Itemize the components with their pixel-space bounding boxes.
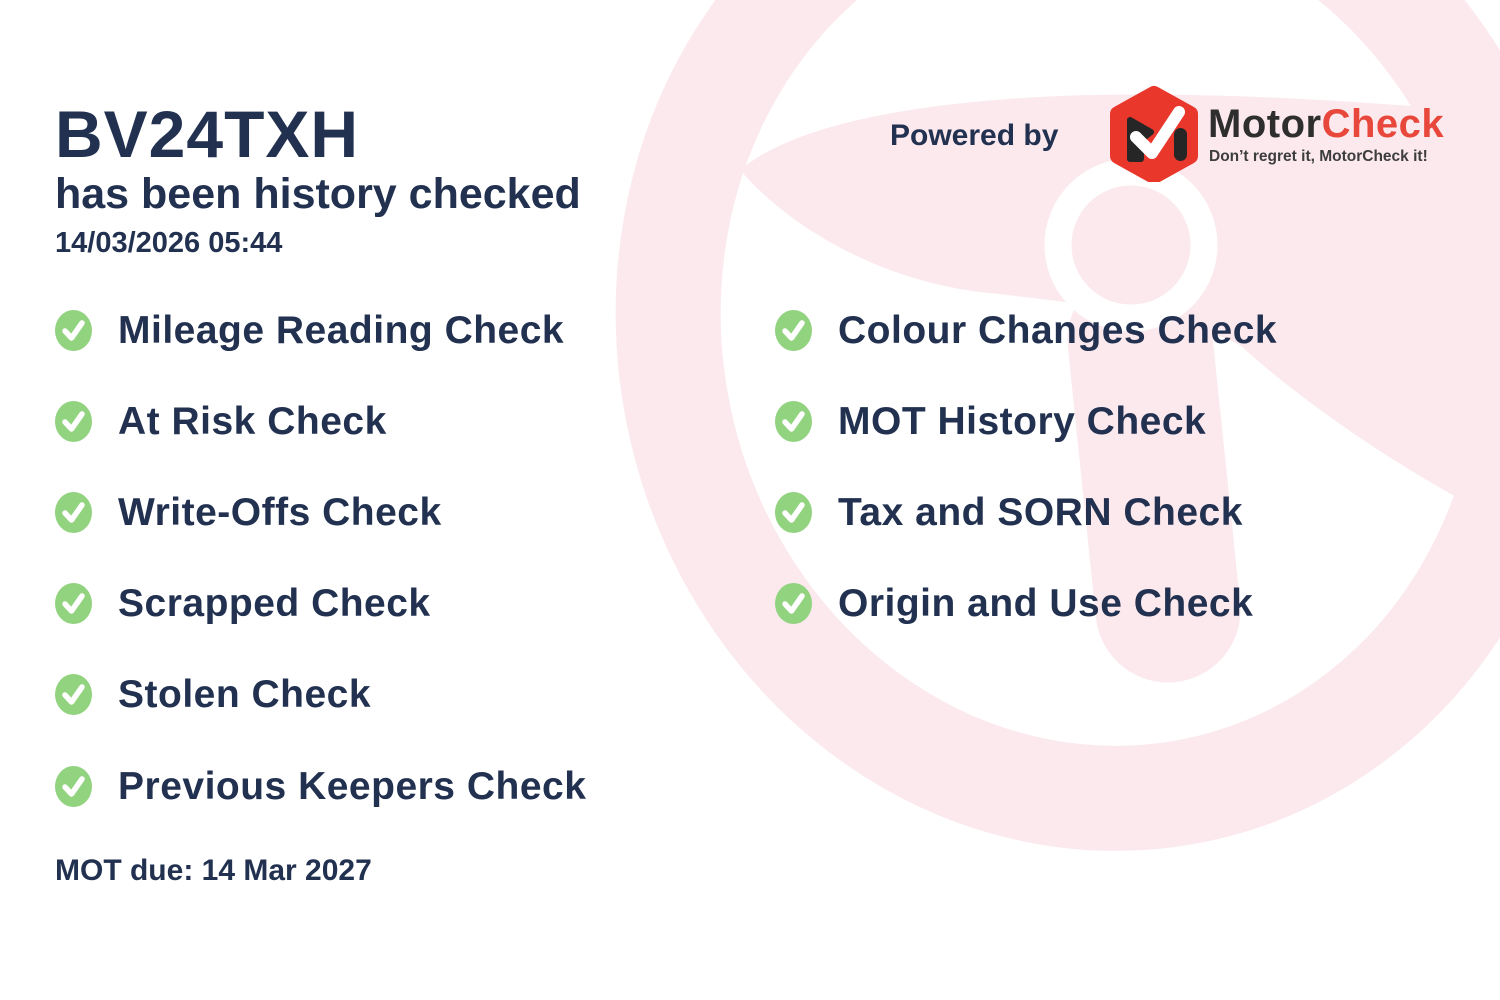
green-check-icon — [55, 766, 92, 807]
check-item — [55, 399, 387, 443]
registration-plate: BV24TXH — [55, 97, 360, 171]
green-check-icon — [775, 492, 812, 533]
check-label: Origin and Use Check — [838, 581, 1254, 625]
check-label: Mileage Reading Check — [118, 308, 565, 352]
green-check-icon — [55, 401, 92, 442]
check-label: Tax and SORN Check — [838, 490, 1243, 534]
check-label: At Risk Check — [118, 399, 387, 443]
check-item — [775, 490, 1243, 534]
check-item — [55, 581, 431, 625]
check-label: Colour Changes Check — [838, 308, 1278, 352]
check-item — [55, 308, 564, 352]
brand-tagline: Don’t regret it, MotorCheck it! — [1209, 148, 1428, 165]
check-label: Stolen Check — [118, 672, 372, 716]
green-check-icon — [775, 310, 812, 351]
powered-by-label: Powered by — [890, 119, 1059, 152]
check-label: Scrapped Check — [118, 581, 431, 625]
check-label: Write-Offs Check — [118, 490, 442, 534]
logo-m-right-bar — [1174, 128, 1187, 161]
check-timestamp: 14/03/2026 05:44 — [55, 227, 283, 259]
mot-due-text: MOT due: 14 Mar 2027 — [55, 854, 372, 887]
green-check-icon — [775, 401, 812, 442]
check-item — [775, 399, 1206, 443]
green-check-icon — [55, 492, 92, 533]
banner-subtitle: has been history checked — [55, 170, 581, 218]
check-item — [55, 764, 586, 808]
check-item — [55, 672, 371, 716]
brand-motor: Motor — [1208, 102, 1322, 146]
brand-wordmark[interactable] — [1208, 102, 1444, 147]
green-check-icon — [55, 310, 92, 351]
green-check-icon — [55, 583, 92, 624]
green-check-icon — [775, 583, 812, 624]
check-item — [775, 581, 1253, 625]
check-label: Previous Keepers Check — [118, 764, 587, 808]
green-check-icon — [55, 674, 92, 715]
check-label: MOT History Check — [838, 399, 1207, 443]
brand-check: Check — [1321, 102, 1445, 146]
check-item — [775, 308, 1277, 352]
check-item — [55, 490, 442, 534]
